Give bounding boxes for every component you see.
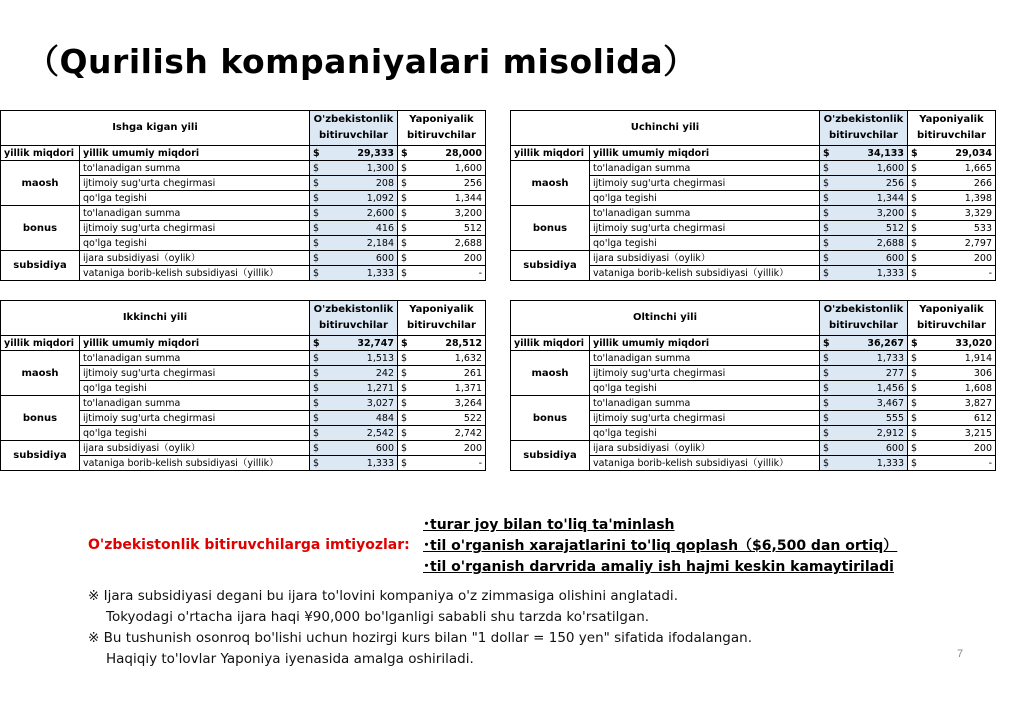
annual-total-label: yillik umumiy miqdori	[80, 146, 310, 161]
uz-value: 277	[834, 366, 908, 381]
currency-sign: $	[820, 411, 834, 426]
currency-sign: $	[310, 161, 324, 176]
annual-uz-value: 29,333	[324, 146, 398, 161]
currency-sign: $	[398, 206, 412, 221]
jp-value: 2,688	[412, 236, 486, 251]
currency-sign: $	[908, 366, 922, 381]
jp-value: 200	[922, 441, 996, 456]
row-label: qo'lga tegishi	[590, 236, 820, 251]
currency-sign: $	[310, 221, 324, 236]
annual-jp-value: 28,000	[412, 146, 486, 161]
currency-sign: $	[908, 161, 922, 176]
currency-sign: $	[398, 251, 412, 266]
uz-value: 208	[324, 176, 398, 191]
annual-jp-value: 33,020	[922, 336, 996, 351]
jp-value: 3,264	[412, 396, 486, 411]
currency-sign: $	[908, 426, 922, 441]
currency-sign: $	[310, 236, 324, 251]
currency-sign: $	[398, 236, 412, 251]
row-label: vataniga borib-kelish subsidiyasi（yillik）	[590, 266, 820, 281]
category-maosh: maosh	[511, 351, 590, 396]
jp-value: 200	[412, 441, 486, 456]
currency-sign: $	[310, 351, 324, 366]
page-title: （Qurilish kompaniyalari misolida）	[26, 42, 697, 81]
row-label: vataniga borib-kelish subsidiyasi（yillik）	[80, 266, 310, 281]
currency-sign: $	[310, 396, 324, 411]
row-label: ijtimoiy sug'urta chegirmasi	[590, 176, 820, 191]
currency-sign: $	[398, 441, 412, 456]
currency-sign: $	[908, 396, 922, 411]
uz-value: 600	[834, 251, 908, 266]
table-row	[511, 396, 996, 411]
category-bonus: bonus	[511, 396, 590, 441]
uz-value: 2,912	[834, 426, 908, 441]
jp-value: 2,797	[922, 236, 996, 251]
row-label: to'lanadigan summa	[590, 206, 820, 221]
row-label: qo'lga tegishi	[80, 381, 310, 396]
category-maosh: maosh	[511, 161, 590, 206]
category-maosh: maosh	[1, 161, 80, 206]
column-header-jp: Yaponiyalik bitiruvchilar	[908, 301, 996, 336]
currency-sign: $	[398, 396, 412, 411]
currency-sign: $	[820, 266, 834, 281]
row-label: vataniga borib-kelish subsidiyasi（yillik）	[590, 456, 820, 471]
jp-value: 3,329	[922, 206, 996, 221]
table-row	[1, 206, 486, 221]
table-row	[1, 396, 486, 411]
jp-value: 612	[922, 411, 996, 426]
row-label: qo'lga tegishi	[80, 191, 310, 206]
annual-label: yillik miqdori	[1, 146, 80, 161]
currency-sign: $	[908, 146, 922, 161]
row-label: ijtimoiy sug'urta chegirmasi	[590, 411, 820, 426]
jp-value: -	[412, 456, 486, 471]
row-label: to'lanadigan summa	[80, 396, 310, 411]
currency-sign: $	[398, 411, 412, 426]
row-label: vataniga borib-kelish subsidiyasi（yillik）	[80, 456, 310, 471]
jp-value: 1,344	[412, 191, 486, 206]
jp-value: 512	[412, 221, 486, 236]
jp-value: -	[412, 266, 486, 281]
benefit-item: ･til o'rganish darvrida amaliy ish hajmi keskin kamaytiriladi	[423, 559, 894, 575]
row-label: to'lanadigan summa	[590, 161, 820, 176]
currency-sign: $	[310, 366, 324, 381]
currency-sign: $	[398, 191, 412, 206]
category-subsidiya: subsidiya	[1, 441, 80, 471]
currency-sign: $	[310, 381, 324, 396]
uz-value: 1,092	[324, 191, 398, 206]
benefit-item: ･til o'rganish xarajatlarini to'liq qoplash（$6,500 dan ortiq）	[423, 538, 898, 554]
jp-value: 2,742	[412, 426, 486, 441]
jp-value: -	[922, 456, 996, 471]
currency-sign: $	[398, 266, 412, 281]
row-label: ijara subsidiyasi（oylik）	[590, 251, 820, 266]
jp-value: 3,827	[922, 396, 996, 411]
column-header-jp: Yaponiyalik bitiruvchilar	[398, 301, 486, 336]
uz-value: 242	[324, 366, 398, 381]
currency-sign: $	[820, 206, 834, 221]
uz-value: 1,600	[834, 161, 908, 176]
uz-value: 1,333	[834, 456, 908, 471]
currency-sign: $	[820, 251, 834, 266]
currency-sign: $	[908, 191, 922, 206]
jp-value: 200	[412, 251, 486, 266]
category-bonus: bonus	[1, 206, 80, 251]
annual-total-label: yillik umumiy miqdori	[590, 336, 820, 351]
currency-sign: $	[398, 176, 412, 191]
salary-table	[510, 110, 996, 281]
table-row	[511, 251, 996, 266]
uz-value: 1,333	[324, 266, 398, 281]
row-label: to'lanadigan summa	[590, 351, 820, 366]
jp-value: 1,600	[412, 161, 486, 176]
currency-sign: $	[908, 206, 922, 221]
currency-sign: $	[310, 191, 324, 206]
currency-sign: $	[908, 236, 922, 251]
uz-value: 1,733	[834, 351, 908, 366]
uz-value: 1,333	[834, 266, 908, 281]
row-label: ijtimoiy sug'urta chegirmasi	[590, 366, 820, 381]
table-row	[511, 351, 996, 366]
uz-value: 3,467	[834, 396, 908, 411]
uz-value: 2,600	[324, 206, 398, 221]
note-line: Tokyodagi o'rtacha ijara haqi ¥90,000 bo'lganligi sababli shu tarzda ko'rsatilgan.	[106, 609, 650, 625]
row-label: ijtimoiy sug'urta chegirmasi	[80, 221, 310, 236]
category-subsidiya: subsidiya	[1, 251, 80, 281]
uz-value: 600	[834, 441, 908, 456]
uz-value: 600	[324, 251, 398, 266]
currency-sign: $	[908, 176, 922, 191]
currency-sign: $	[398, 336, 412, 351]
currency-sign: $	[310, 266, 324, 281]
table-row	[1, 441, 486, 456]
table-year-title: Uchinchi yili	[511, 111, 820, 146]
page-number: 7	[957, 648, 964, 660]
category-bonus: bonus	[511, 206, 590, 251]
currency-sign: $	[820, 381, 834, 396]
currency-sign: $	[310, 146, 324, 161]
annual-uz-value: 36,267	[834, 336, 908, 351]
uz-value: 1,513	[324, 351, 398, 366]
annual-label: yillik miqdori	[1, 336, 80, 351]
table-row	[511, 161, 996, 176]
table-year-title: Ikkinchi yili	[1, 301, 310, 336]
annual-label: yillik miqdori	[511, 336, 590, 351]
currency-sign: $	[820, 146, 834, 161]
jp-value: 1,914	[922, 351, 996, 366]
currency-sign: $	[398, 351, 412, 366]
currency-sign: $	[310, 426, 324, 441]
currency-sign: $	[820, 161, 834, 176]
table-row	[1, 251, 486, 266]
salary-table	[0, 110, 486, 281]
benefit-item: ･turar joy bilan to'liq ta'minlash	[423, 517, 675, 533]
column-header-uz: O'zbekistonlik bitiruvchilar	[310, 111, 398, 146]
table-year-title: Ishga kigan yili	[1, 111, 310, 146]
table-row	[1, 351, 486, 366]
uz-value: 256	[834, 176, 908, 191]
currency-sign: $	[908, 456, 922, 471]
jp-value: 522	[412, 411, 486, 426]
category-subsidiya: subsidiya	[511, 441, 590, 471]
uz-value: 2,184	[324, 236, 398, 251]
note-line: ※ Ijara subsidiyasi degani bu ijara to'lovini kompaniya o'z zimmasiga olishini anglatadi.	[88, 588, 678, 604]
column-header-uz: O'zbekistonlik bitiruvchilar	[820, 111, 908, 146]
row-label: ijara subsidiyasi（oylik）	[590, 441, 820, 456]
benefits-label: O'zbekistonlik bitiruvchilarga imtiyozlar:	[88, 537, 410, 553]
uz-value: 416	[324, 221, 398, 236]
uz-value: 3,200	[834, 206, 908, 221]
uz-value: 1,271	[324, 381, 398, 396]
jp-value: 1,608	[922, 381, 996, 396]
table-year-title: Oltinchi yili	[511, 301, 820, 336]
jp-value: 306	[922, 366, 996, 381]
row-label: ijtimoiy sug'urta chegirmasi	[80, 176, 310, 191]
currency-sign: $	[310, 206, 324, 221]
uz-value: 3,027	[324, 396, 398, 411]
jp-value: 256	[412, 176, 486, 191]
annual-uz-value: 34,133	[834, 146, 908, 161]
currency-sign: $	[310, 411, 324, 426]
row-label: qo'lga tegishi	[80, 236, 310, 251]
uz-value: 484	[324, 411, 398, 426]
currency-sign: $	[820, 396, 834, 411]
jp-value: 3,200	[412, 206, 486, 221]
currency-sign: $	[820, 176, 834, 191]
row-label: to'lanadigan summa	[590, 396, 820, 411]
currency-sign: $	[310, 336, 324, 351]
currency-sign: $	[398, 456, 412, 471]
jp-value: 533	[922, 221, 996, 236]
row-label: to'lanadigan summa	[80, 206, 310, 221]
row-label: to'lanadigan summa	[80, 351, 310, 366]
row-label: qo'lga tegishi	[80, 426, 310, 441]
uz-value: 1,333	[324, 456, 398, 471]
currency-sign: $	[908, 251, 922, 266]
jp-value: 3,215	[922, 426, 996, 441]
jp-value: 1,632	[412, 351, 486, 366]
currency-sign: $	[820, 351, 834, 366]
column-header-jp: Yaponiyalik bitiruvchilar	[908, 111, 996, 146]
currency-sign: $	[820, 426, 834, 441]
currency-sign: $	[908, 351, 922, 366]
row-label: ijtimoiy sug'urta chegirmasi	[80, 411, 310, 426]
currency-sign: $	[820, 366, 834, 381]
category-bonus: bonus	[1, 396, 80, 441]
annual-total-label: yillik umumiy miqdori	[80, 336, 310, 351]
uz-value: 512	[834, 221, 908, 236]
uz-value: 2,688	[834, 236, 908, 251]
table-row	[511, 206, 996, 221]
currency-sign: $	[820, 456, 834, 471]
category-subsidiya: subsidiya	[511, 251, 590, 281]
currency-sign: $	[820, 236, 834, 251]
salary-table	[510, 300, 996, 471]
uz-value: 600	[324, 441, 398, 456]
currency-sign: $	[398, 366, 412, 381]
note-line: Haqiqiy to'lovlar Yaponiya iyenasida amalga oshiriladi.	[106, 651, 474, 667]
row-label: ijara subsidiyasi（oylik）	[80, 441, 310, 456]
jp-value: 266	[922, 176, 996, 191]
column-header-uz: O'zbekistonlik bitiruvchilar	[820, 301, 908, 336]
uz-value: 1,456	[834, 381, 908, 396]
row-label: qo'lga tegishi	[590, 191, 820, 206]
category-maosh: maosh	[1, 351, 80, 396]
jp-value: 1,371	[412, 381, 486, 396]
annual-total-label: yillik umumiy miqdori	[590, 146, 820, 161]
jp-value: -	[922, 266, 996, 281]
uz-value: 1,300	[324, 161, 398, 176]
row-label: to'lanadigan summa	[80, 161, 310, 176]
jp-value: 200	[922, 251, 996, 266]
column-header-jp: Yaponiyalik bitiruvchilar	[398, 111, 486, 146]
table-row	[511, 441, 996, 456]
annual-uz-value: 32,747	[324, 336, 398, 351]
table-row	[1, 161, 486, 176]
row-label: ijara subsidiyasi（oylik）	[80, 251, 310, 266]
currency-sign: $	[310, 176, 324, 191]
note-line: ※ Bu tushunish osonroq bo'lishi uchun hozirgi kurs bilan "1 dollar = 150 yen" sifatida ifodalangan.	[88, 630, 752, 646]
currency-sign: $	[908, 266, 922, 281]
salary-table	[0, 300, 486, 471]
annual-jp-value: 29,034	[922, 146, 996, 161]
row-label: qo'lga tegishi	[590, 381, 820, 396]
currency-sign: $	[820, 441, 834, 456]
currency-sign: $	[908, 336, 922, 351]
currency-sign: $	[398, 221, 412, 236]
currency-sign: $	[908, 441, 922, 456]
currency-sign: $	[310, 441, 324, 456]
uz-value: 1,344	[834, 191, 908, 206]
currency-sign: $	[398, 426, 412, 441]
currency-sign: $	[310, 456, 324, 471]
jp-value: 1,398	[922, 191, 996, 206]
jp-value: 1,665	[922, 161, 996, 176]
annual-label: yillik miqdori	[511, 146, 590, 161]
uz-value: 555	[834, 411, 908, 426]
row-label: ijtimoiy sug'urta chegirmasi	[80, 366, 310, 381]
currency-sign: $	[908, 221, 922, 236]
currency-sign: $	[310, 251, 324, 266]
row-label: qo'lga tegishi	[590, 426, 820, 441]
currency-sign: $	[908, 381, 922, 396]
uz-value: 2,542	[324, 426, 398, 441]
currency-sign: $	[908, 411, 922, 426]
annual-jp-value: 28,512	[412, 336, 486, 351]
currency-sign: $	[820, 191, 834, 206]
jp-value: 261	[412, 366, 486, 381]
row-label: ijtimoiy sug'urta chegirmasi	[590, 221, 820, 236]
currency-sign: $	[820, 221, 834, 236]
currency-sign: $	[398, 381, 412, 396]
currency-sign: $	[398, 161, 412, 176]
currency-sign: $	[820, 336, 834, 351]
currency-sign: $	[398, 146, 412, 161]
column-header-uz: O'zbekistonlik bitiruvchilar	[310, 301, 398, 336]
